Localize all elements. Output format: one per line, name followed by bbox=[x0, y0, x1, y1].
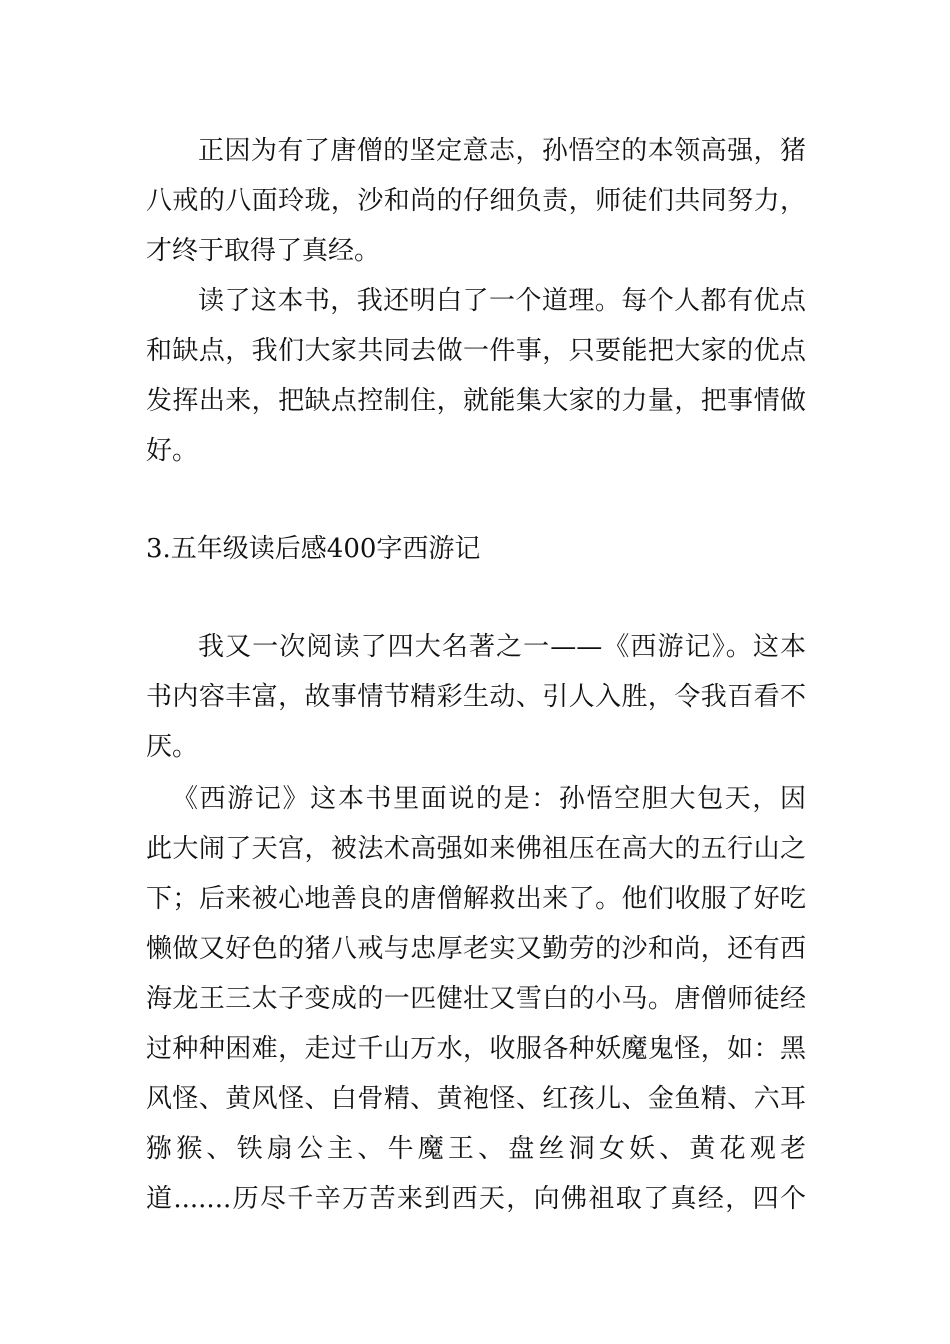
section-paragraph-2-line-1: 《西游记》这本书里面说的是：孙悟空胆大包天，因 bbox=[172, 784, 806, 814]
section-paragraph-2-line-6: 过种种困难，走过千山万水，收服各种妖魔鬼怪，如：黑 bbox=[146, 1034, 806, 1064]
paragraph-1-line-1: 正因为有了唐僧的坚定意志，孙悟空的本领高强，猪 bbox=[198, 136, 806, 166]
section-paragraph-2-line-7: 风怪、黄风怪、白骨精、黄袍怪、红孩儿、金鱼精、六耳 bbox=[146, 1084, 806, 1114]
section-paragraph-2-line-2: 此大闹了天宫，被法术高强如来佛祖压在高大的五行山之 bbox=[146, 834, 806, 864]
paragraph-1-line-2: 八戒的八面玲珑，沙和尚的仔细负责，师徒们共同努力， bbox=[146, 186, 806, 216]
section-paragraph-1-line-1: 我又一次阅读了四大名著之一——《西游记》。这本 bbox=[198, 632, 806, 662]
section-paragraph-2-line-9: 道.......历尽千辛万苦来到西天，向佛祖取了真经，四个 bbox=[146, 1184, 806, 1214]
paragraph-1-line-3: 才终于取得了真经。 bbox=[146, 236, 381, 266]
section-heading: 3.五年级读后感400字西游记 bbox=[146, 534, 481, 564]
paragraph-2-line-3: 发挥出来，把缺点控制住，就能集大家的力量，把事情做 bbox=[146, 386, 806, 416]
section-paragraph-2-line-3: 下；后来被心地善良的唐僧解救出来了。他们收服了好吃 bbox=[146, 884, 806, 914]
section-paragraph-1-line-2: 书内容丰富，故事情节精彩生动、引人入胜，令我百看不 bbox=[146, 682, 806, 712]
section-paragraph-2-line-8: 猕猴、铁扇公主、牛魔王、盘丝洞女妖、黄花观老 bbox=[146, 1134, 806, 1164]
paragraph-2-line-1: 读了这本书，我还明白了一个道理。每个人都有优点 bbox=[198, 286, 806, 316]
paragraph-2-line-4: 好。 bbox=[146, 436, 199, 466]
section-paragraph-2-line-4: 懒做又好色的猪八戒与忠厚老实又勤劳的沙和尚，还有西 bbox=[146, 934, 806, 964]
section-paragraph-1-line-3: 厌。 bbox=[146, 732, 199, 762]
section-paragraph-2-line-5: 海龙王三太子变成的一匹健壮又雪白的小马。唐僧师徒经 bbox=[146, 984, 806, 1014]
paragraph-2-line-2: 和缺点，我们大家共同去做一件事，只要能把大家的优点 bbox=[146, 336, 806, 366]
